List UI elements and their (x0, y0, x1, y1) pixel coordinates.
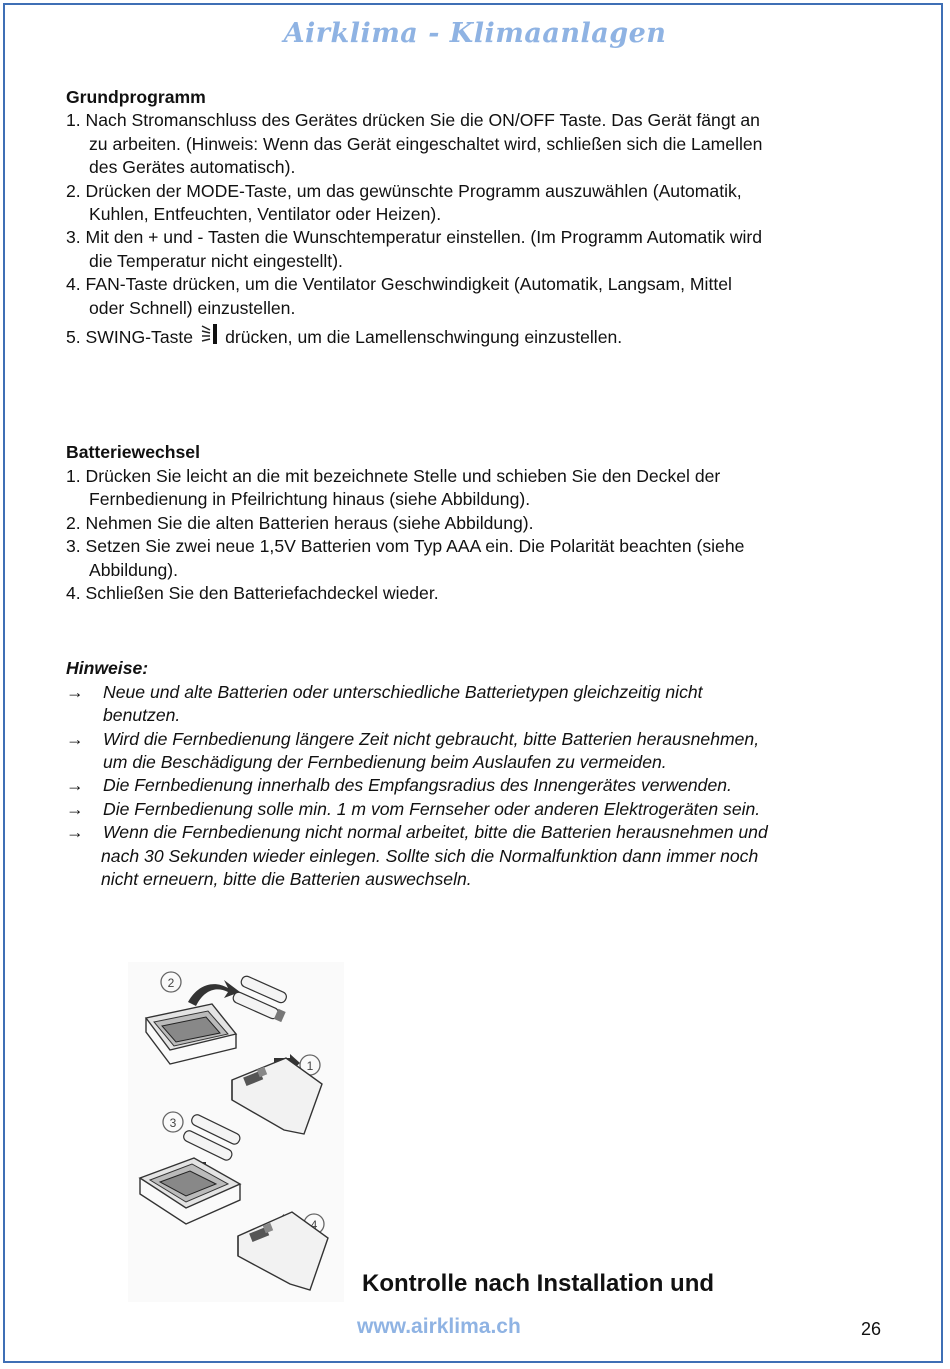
note-line: nicht erneuern, bitte die Batterien auswechseln. (101, 868, 472, 889)
list-item: 3. Mit den + und - Tasten die Wunschtemperatur einstellen. (Im Programm Automatik wird (66, 227, 763, 248)
list-item-continuation: Kuhlen, Entfeuchten, Ventilator oder Heizen). (89, 204, 442, 225)
list-item: 1. Drücken Sie leicht an die mit bezeichnete Stelle und schieben Sie den Deckel der (66, 465, 721, 486)
list-item-continuation: Abbildung). (89, 559, 179, 580)
arrow-right-icon: → (66, 798, 84, 819)
note-item (66, 774, 896, 797)
note-item (66, 821, 896, 891)
list-item: 2. Drücken der MODE-Taste, um das gewünschte Programm auszuwählen (Automatik, (66, 180, 742, 201)
note-item (66, 798, 896, 821)
list-item-swing (66, 323, 896, 351)
step-label-1: 1 (306, 1059, 314, 1073)
list-item-continuation: Fernbedienung in Pfeilrichtung hinaus (siehe Abbildung). (89, 489, 531, 510)
list-item: 4. Schließen Sie den Batteriefachdeckel wieder. (66, 582, 439, 603)
arrow-right-icon: → (66, 728, 84, 749)
note-line: Wird die Fernbedienung längere Zeit nicht gebraucht, bitte Batterien herausnehmen, (103, 728, 760, 749)
section-heading-grundprogramm: Grundprogramm (66, 87, 206, 107)
note-item (66, 728, 896, 775)
list-item: 1. Nach Stromanschluss des Gerätes drücken Sie die ON/OFF Taste. Das Gerät fängt an (66, 110, 760, 131)
document-body (66, 86, 896, 891)
list-item-continuation: oder Schnell) einzustellen. (89, 297, 296, 318)
section-heading-kontrolle: Kontrolle nach Installation und (362, 1270, 715, 1297)
arrow-right-icon: → (66, 681, 84, 702)
note-line: Neue und alte Batterien oder unterschiedliche Batterietypen gleichzeitig nicht (103, 681, 703, 702)
note-line: um die Beschädigung der Fernbedienung beim Auslaufen zu vermeiden. (103, 751, 667, 772)
page-number: 26 (861, 1319, 882, 1339)
arrow-right-icon: → (66, 775, 84, 796)
list-item: 3. Setzen Sie zwei neue 1,5V Batterien vom Typ AAA ein. Die Polarität beachten (siehe (66, 536, 745, 557)
grundprogramm-list (66, 109, 896, 351)
swing-item-prefix: 5. SWING-Taste (66, 327, 194, 348)
list-item: 4. FAN-Taste drücken, um die Ventilator Geschwindigkeit (Automatik, Langsam, Mittel (66, 274, 732, 295)
battery-replacement-illustration (128, 962, 344, 1302)
swing-icon (201, 323, 219, 351)
step-label-2: 2 (167, 976, 175, 990)
note-line: Wenn die Fernbedienung nicht normal arbeitet, bitte die Batterien herausnehmen und (103, 822, 768, 843)
note-line: Die Fernbedienung innerhalb des Empfangsradius des Innengerätes verwenden. (103, 775, 732, 796)
list-item-continuation: des Gerätes automatisch). (89, 157, 296, 178)
note-line: nach 30 Sekunden wieder einlegen. Sollte sich die Normalfunktion dann immer noch (101, 845, 759, 866)
section-heading-batteriewechsel: Batteriewechsel (66, 442, 200, 463)
swing-item-suffix: drücken, um die Lamellenschwingung einzustellen. (225, 327, 623, 348)
brand-header: Airklima - Klimaanlagen (283, 18, 667, 49)
note-line: benutzen. (103, 705, 181, 726)
batteriewechsel-list (66, 465, 896, 605)
list-item: 2. Nehmen Sie die alten Batterien heraus (siehe Abbildung). (66, 512, 534, 533)
step-label-4: 4 (310, 1218, 318, 1232)
note-line: Die Fernbedienung solle min. 1 m vom Fernseher oder anderen Elektrogeräten sein. (103, 798, 761, 819)
footer-url-link[interactable]: www.airklima.ch (357, 1315, 521, 1338)
note-item (66, 681, 896, 728)
list-item-continuation: zu arbeiten. (Hinweis: Wenn das Gerät eingeschaltet wird, schließen sich die Lamellen (89, 133, 763, 154)
section-heading-hinweise: Hinweise: (66, 658, 149, 679)
notes-section (66, 657, 896, 891)
arrow-right-icon: → (66, 822, 84, 843)
list-item-continuation: die Temperatur nicht eingestellt). (89, 250, 343, 271)
step-label-3: 3 (169, 1116, 177, 1130)
